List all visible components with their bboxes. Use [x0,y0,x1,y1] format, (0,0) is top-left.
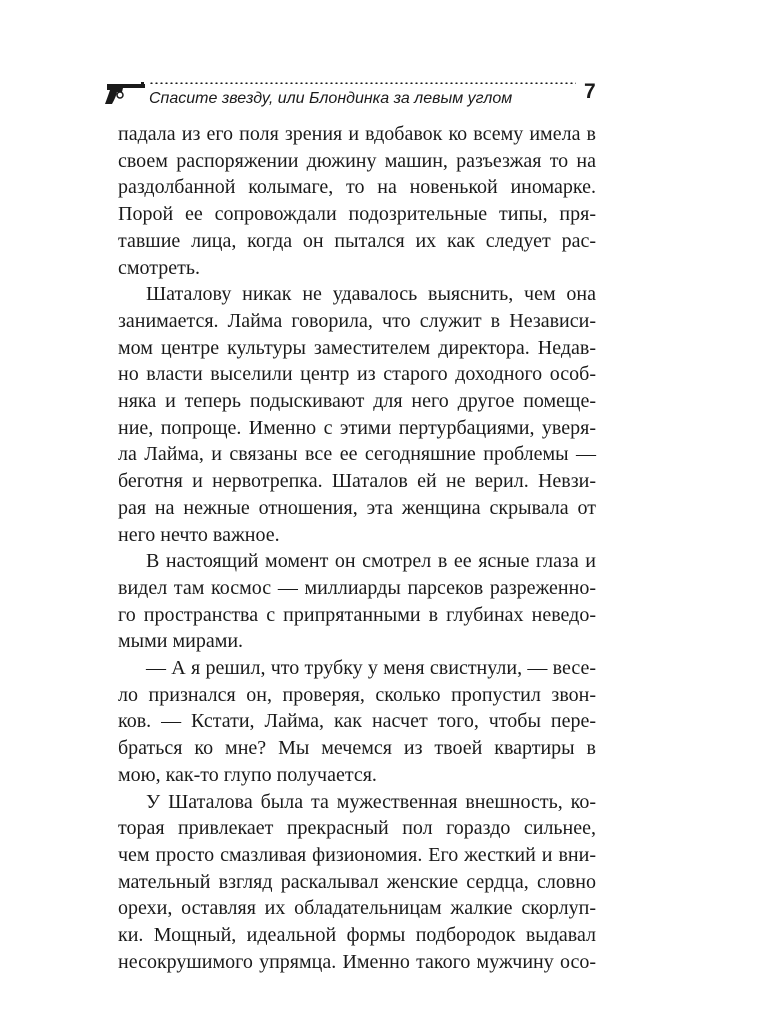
text-line: занимается. Лайма говорила, что служит в Независи- [118,309,596,332]
body-text [118,121,596,976]
revolver-icon [103,80,147,106]
text-line: орехи, оставляя их обладательницам жалкие скорлуп- [118,897,596,920]
running-title: Спасите звезду, или Блондинка за левым углом [149,90,513,107]
text-line: него нечто важное. [118,523,280,546]
text-line: няка и теперь подыскивают для него другое помеще- [118,390,596,413]
text-line: несокрушимого упрямца. Именно такого мужчину осо- [118,950,596,973]
text-line: мыми мирами. [118,630,244,653]
text-line: браться ко мне? Мы мечемся из твоей квартиры в [118,737,596,760]
text-line: ла Лайма, и связаны все ее сегодняшние проблемы — [118,443,596,466]
text-line: но власти выселили центр из старого доходного особ- [118,363,596,386]
text-line: ние, попроще. Именно с этими пертурбациями, уверя- [118,416,596,439]
text-line: Порой ее сопровождали подозрительные типы, пря- [118,203,596,226]
text-line: беготня и нервотрепка. Шаталов ей не верил. Невзи- [118,470,596,493]
text-line: Шаталову никак не удавалось выяснить, чем она [146,283,596,306]
text-line: мою, как-то глупо получается. [118,763,377,786]
text-line: ки. Мощный, идеальной формы подбородок выдавал [118,924,596,947]
text-line: падала из его поля зрения и вдобавок ко всему имела в [118,123,596,145]
text-line: го пространства с припрятанными в глубинах неведо- [118,603,596,626]
text-line: чем просто смазливая физиономия. Его жесткий и вни- [118,843,596,866]
text-line: своем распоряжении дюжину машин, разъезжая то на [118,149,596,172]
text-line: рая на нежные отношения, эта женщина скрывала от [118,496,596,519]
text-line: тавшие лица, когда он пытался их как следует рас- [118,229,596,252]
text-line: ло признался он, проверяя, сколько пропустил звон- [118,683,596,706]
text-line: мом центре культуры заместителем директора. Недав- [118,336,596,359]
text-line: мательный взгляд раскалывал женские сердца, словно [118,870,596,893]
page-header [103,74,603,118]
text-line: смотреть. [118,256,200,279]
page-number: 7 [584,80,596,103]
dotted-rule [149,82,576,84]
text-line: видел там космос — миллиарды парсеков разреженно- [118,576,596,599]
text-line: раздолбанной колымаге, то на новенькой иномарке. [118,176,596,199]
text-line: В настоящий момент он смотрел в ее ясные глаза и [146,550,596,573]
text-line: У Шаталова была та мужественная внешность, ко- [146,790,596,813]
text-line: ков. — Кстати, Лайма, как насчет того, чтобы пере- [118,710,596,733]
text-line: торая привлекает прекрасный пол гораздо сильнее, [118,817,596,840]
text-line: — А я решил, что трубку у меня свистнули, — весе- [146,657,596,680]
